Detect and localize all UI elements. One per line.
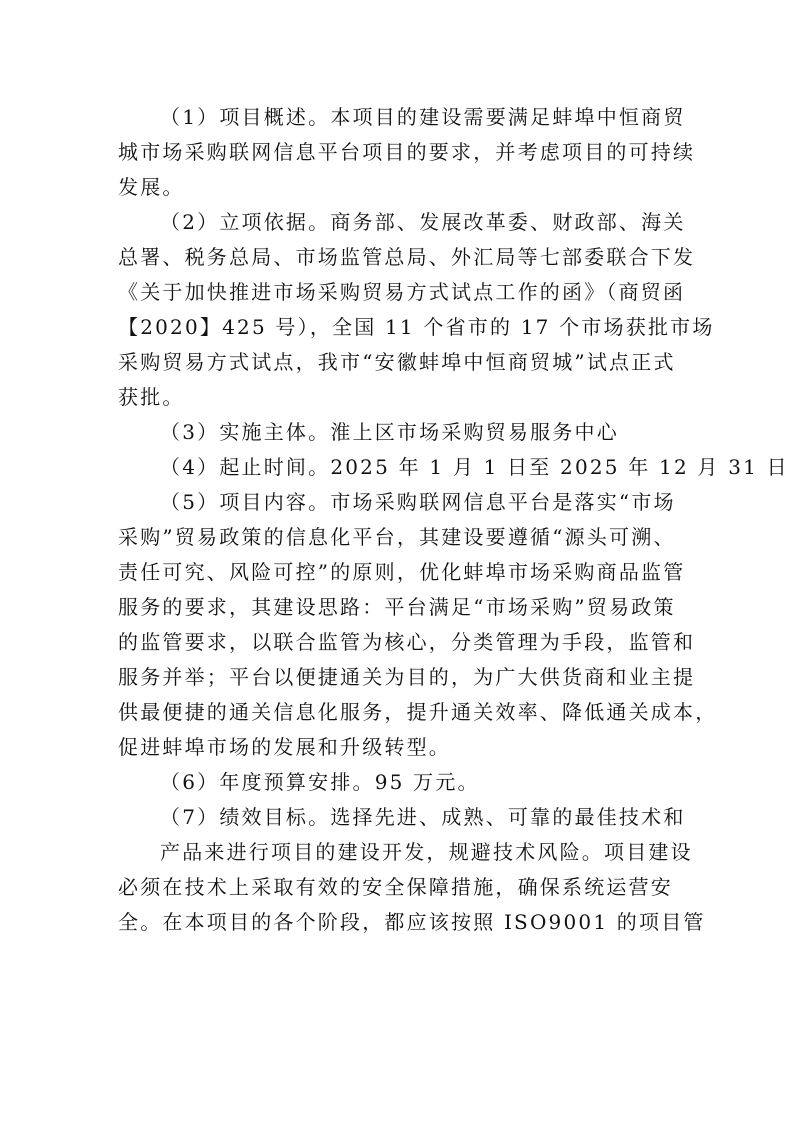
text-line: 产品来进行项目的建设开发，规避技术风险。项目建设 (160, 840, 693, 864)
text-line: 总署、税务总局、市场监管总局、外汇局等七部委联合下发 (118, 245, 696, 269)
text-line: 城市场采购联网信息平台项目的要求，并考虑项目的可持续 (118, 140, 696, 164)
text-line: （6）年度预算安排。95 万元。 (160, 770, 480, 794)
text-line: （4）起止时间。2025 年 1 月 1 日至 2025 年 12 月 31 日 (160, 455, 789, 479)
text-line: 促进蚌埠市场的发展和升级转型。 (118, 735, 451, 759)
text-line: 的监管要求，以联合监管为核心，分类管理为手段，监管和 (118, 630, 696, 654)
text-line: 服务的要求，其建设思路：平台满足“市场采购”贸易政策 (118, 595, 676, 619)
text-line: （2）立项依据。商务部、发展改革委、财政部、海关 (160, 210, 686, 234)
text-line: 服务并举；平台以便捷通关为目的，为广大供货商和业主提 (118, 665, 696, 689)
text-line: 全。在本项目的各个阶段，都应该按照 ISO9001 的项目管 (118, 910, 706, 934)
text-line: 获批。 (118, 385, 185, 409)
text-line: （5）项目内容。市场采购联网信息平台是落实“市场 (160, 490, 676, 514)
text-line: 【2020】425 号），全国 11 个省市的 17 个市场获批市场 (118, 315, 715, 339)
text-line: 《关于加快推进市场采购贸易方式试点工作的函》（商贸函 (118, 280, 686, 304)
text-line: （3）实施主体。淮上区市场采购贸易服务中心 (160, 420, 619, 444)
text-line: 必须在技术上采取有效的安全保障措施，确保系统运营安 (118, 875, 673, 899)
text-line: （7）绩效目标。选择先进、成熟、可靠的最佳技术和 (160, 805, 686, 829)
document-body (118, 100, 789, 940)
text-line: （1）项目概述。本项目的建设需要满足蚌埠中恒商贸 (160, 105, 686, 129)
text-line: 采购”贸易政策的信息化平台，其建设要遵循“源头可溯、 (118, 525, 676, 549)
text-line: 供最便捷的通关信息化服务，提升通关效率、降低通关成本， (118, 700, 718, 724)
text-line: 采购贸易方式试点，我市“安徽蚌埠中恒商贸城”试点正式 (118, 350, 676, 374)
text-line: 发展。 (118, 175, 185, 199)
text-line: 责任可究、风险可控”的原则，优化蚌埠市场采购商品监管 (118, 560, 686, 584)
